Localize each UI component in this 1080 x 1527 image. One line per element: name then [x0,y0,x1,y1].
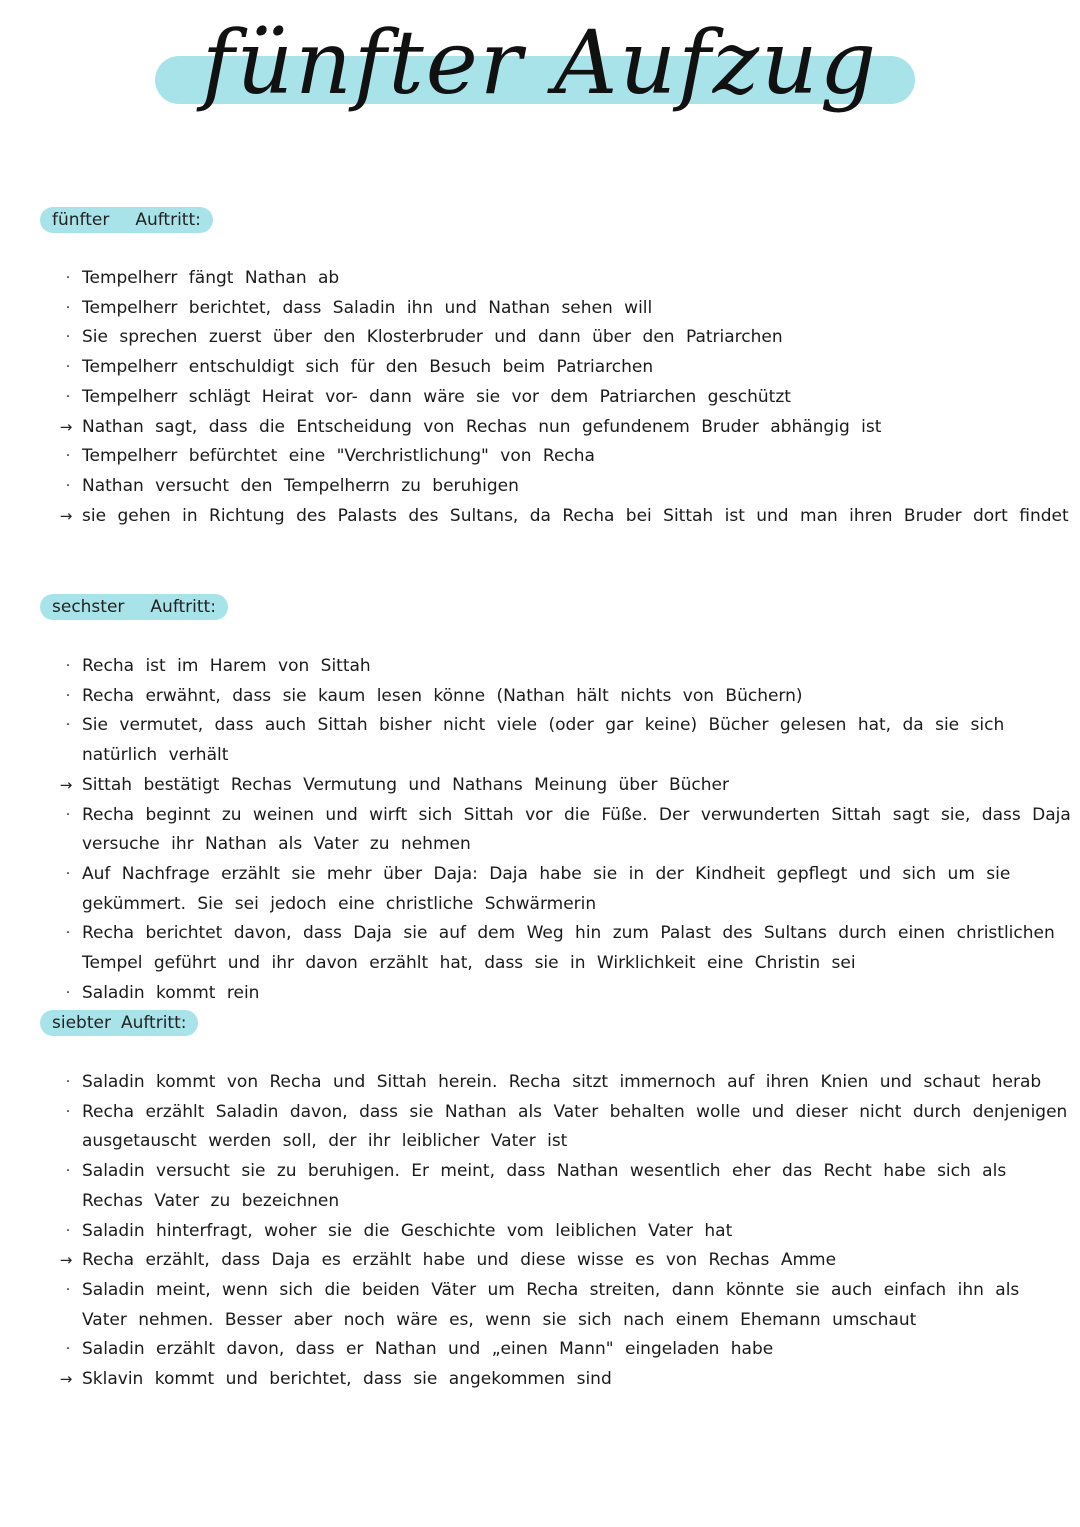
note-list [0,1068,1080,1395]
note-text: Recha berichtet davon, dass Daja sie auf dem Weg hin zum Palast des Sultans durch einen christlichen Tempel geführt und ihr davon erzählt hat, dass sie in Wirklichkeit eine Christin sei [82,923,1055,974]
note-item [0,413,1080,443]
bullet-dot-icon: · [65,477,71,494]
bullet-dot-icon: · [65,806,71,823]
note-text: Saladin meint, wenn sich die beiden Väter um Recha streiten, dann könnte sie auch einfach ihn als Vater nehmen. Besser aber noch wäre es, wenn sie sich nach einem Ehemann umschaut [82,1279,1020,1330]
section-label-word: Auftritt: [150,597,216,617]
note-text: Saladin kommt rein [82,982,260,1003]
section-label-word: Auftritt: [120,1013,187,1033]
note-item [0,442,1080,472]
note-text: Tempelherr berichtet, dass Saladin ihn und Nathan sehen will [82,297,653,318]
bullet-dot-icon: · [65,1341,71,1358]
note-text: Sie vermutet, dass auch Sittah bisher nicht viele (oder gar keine) Bücher gelesen hat, da sie sich natürlich verhält [82,715,1005,766]
note-item [0,1217,1080,1247]
arrow-right-icon: → [59,417,73,436]
note-item [0,1246,1080,1276]
note-list [0,652,1080,1008]
note-item [0,323,1080,353]
bullet-dot-icon: · [65,984,71,1001]
note-text: Tempelherr fängt Nathan ab [82,268,340,288]
note-item [0,294,1080,324]
note-text: Saladin kommt von Recha und Sittah herein. Recha sitzt immernoch auf ihren Knien und schaut herab [82,1072,1042,1092]
bullet-dot-icon: · [65,359,71,376]
note-item [0,502,1080,532]
note-text: Auf Nachfrage erzählt sie mehr über Daja: Daja habe sie in der Kindheit gepflegt und sich um sie gekümmert. Sie sei jedoch eine christliche Schwärmerin [82,863,1011,914]
section-label [40,594,228,620]
note-item [0,919,1080,978]
note-item [0,652,1080,682]
note-item [0,801,1080,860]
note-text: Sittah bestätigt Rechas Vermutung und Nathans Meinung über Bücher [82,774,729,795]
note-text: Nathan versucht den Tempelherrn zu beruhigen [82,475,519,496]
note-list [0,264,1080,531]
note-item [0,979,1080,1009]
section-label-number: fünfter [52,210,110,230]
bullet-dot-icon: · [65,717,71,734]
note-text: Recha erzählt, dass Daja es erzählt habe und diese wisse es von Rechas Amme [82,1250,837,1271]
note-item [0,682,1080,712]
bullet-dot-icon: · [65,270,71,286]
note-item [0,860,1080,919]
bullet-dot-icon: · [65,1222,71,1239]
page-title: fünfter Aufzug [201,11,879,114]
note-text: Tempelherr befürchtet eine "Verchristlichung" von Recha [82,446,595,467]
note-text: Sklavin kommt und berichtet, dass sie angekommen sind [82,1369,612,1390]
bullet-dot-icon: · [65,1163,71,1180]
bullet-dot-icon: · [65,1074,71,1090]
note-item [0,353,1080,383]
title-area [0,0,1080,200]
note-text: Saladin hinterfragt, woher sie die Geschichte vom leiblichen Vater hat [82,1220,733,1241]
note-item [0,771,1080,801]
section-label-number: siebter [52,1013,111,1033]
note-item [0,1098,1080,1157]
arrow-right-icon: → [59,1251,73,1270]
note-text: Sie sprechen zuerst über den Klosterbruder und dann über den Patriarchen [82,327,783,348]
bullet-dot-icon: · [65,329,71,346]
note-text: Recha beginnt zu weinen und wirft sich Sittah vor die Füße. Der verwunderten Sittah sagt sie, dass Daja versuche ihr Nathan als Vater zu nehmen [82,804,1071,855]
note-item [0,711,1080,770]
note-item [0,1335,1080,1365]
bullet-dot-icon: · [65,925,71,942]
note-text: Recha erwähnt, dass sie kaum lesen könne (Nathan hält nichts von Büchern) [82,685,803,706]
note-item [0,264,1080,294]
section-label-word: Auftritt: [135,210,201,230]
note-text: Saladin versucht sie zu beruhigen. Er meint, dass Nathan wesentlich eher das Recht habe sich als Rechas Vater zu bezeichnen [82,1161,1007,1211]
note-text: sie gehen in Richtung des Palasts des Sultans, da Recha bei Sittah ist und man ihren Bruder dort findet [82,505,1069,526]
bullet-dot-icon: · [65,865,71,882]
note-item [0,1157,1080,1216]
note-item [0,1365,1080,1395]
arrow-right-icon: → [59,1370,73,1389]
note-text: Nathan sagt, dass die Entscheidung von Rechas nun gefundenem Bruder abhängig ist [82,416,882,437]
bullet-dot-icon: · [65,388,71,405]
note-text: Recha erzählt Saladin davon, dass sie Nathan als Vater behalten wolle und dieser nicht durch denjenigen ausgetauscht werden soll, der ihr leiblicher Vater ist [82,1101,1068,1152]
note-item [0,472,1080,502]
bullet-dot-icon: · [65,687,71,704]
note-text: Tempelherr schlägt Heirat vor- dann wäre sie vor dem Patriarchen geschützt [82,386,791,407]
bullet-dot-icon: · [65,1103,71,1120]
arrow-right-icon: → [59,775,73,794]
note-item [0,383,1080,413]
bullet-dot-icon: · [65,658,71,674]
bullet-dot-icon: · [65,1281,71,1298]
section-label [40,1010,198,1036]
section-label [40,207,213,233]
arrow-right-icon: → [59,506,73,525]
note-text: Saladin erzählt davon, dass er Nathan und „einen Mann" eingeladen habe [82,1339,774,1360]
note-item [0,1276,1080,1335]
bullet-dot-icon: · [65,299,71,316]
note-item [0,1068,1080,1098]
bullet-dot-icon: · [65,448,71,465]
note-text: Recha ist im Harem von Sittah [82,656,371,676]
section-label-number: sechster [52,597,125,617]
note-text: Tempelherr entschuldigt sich für den Besuch beim Patriarchen [82,357,654,378]
